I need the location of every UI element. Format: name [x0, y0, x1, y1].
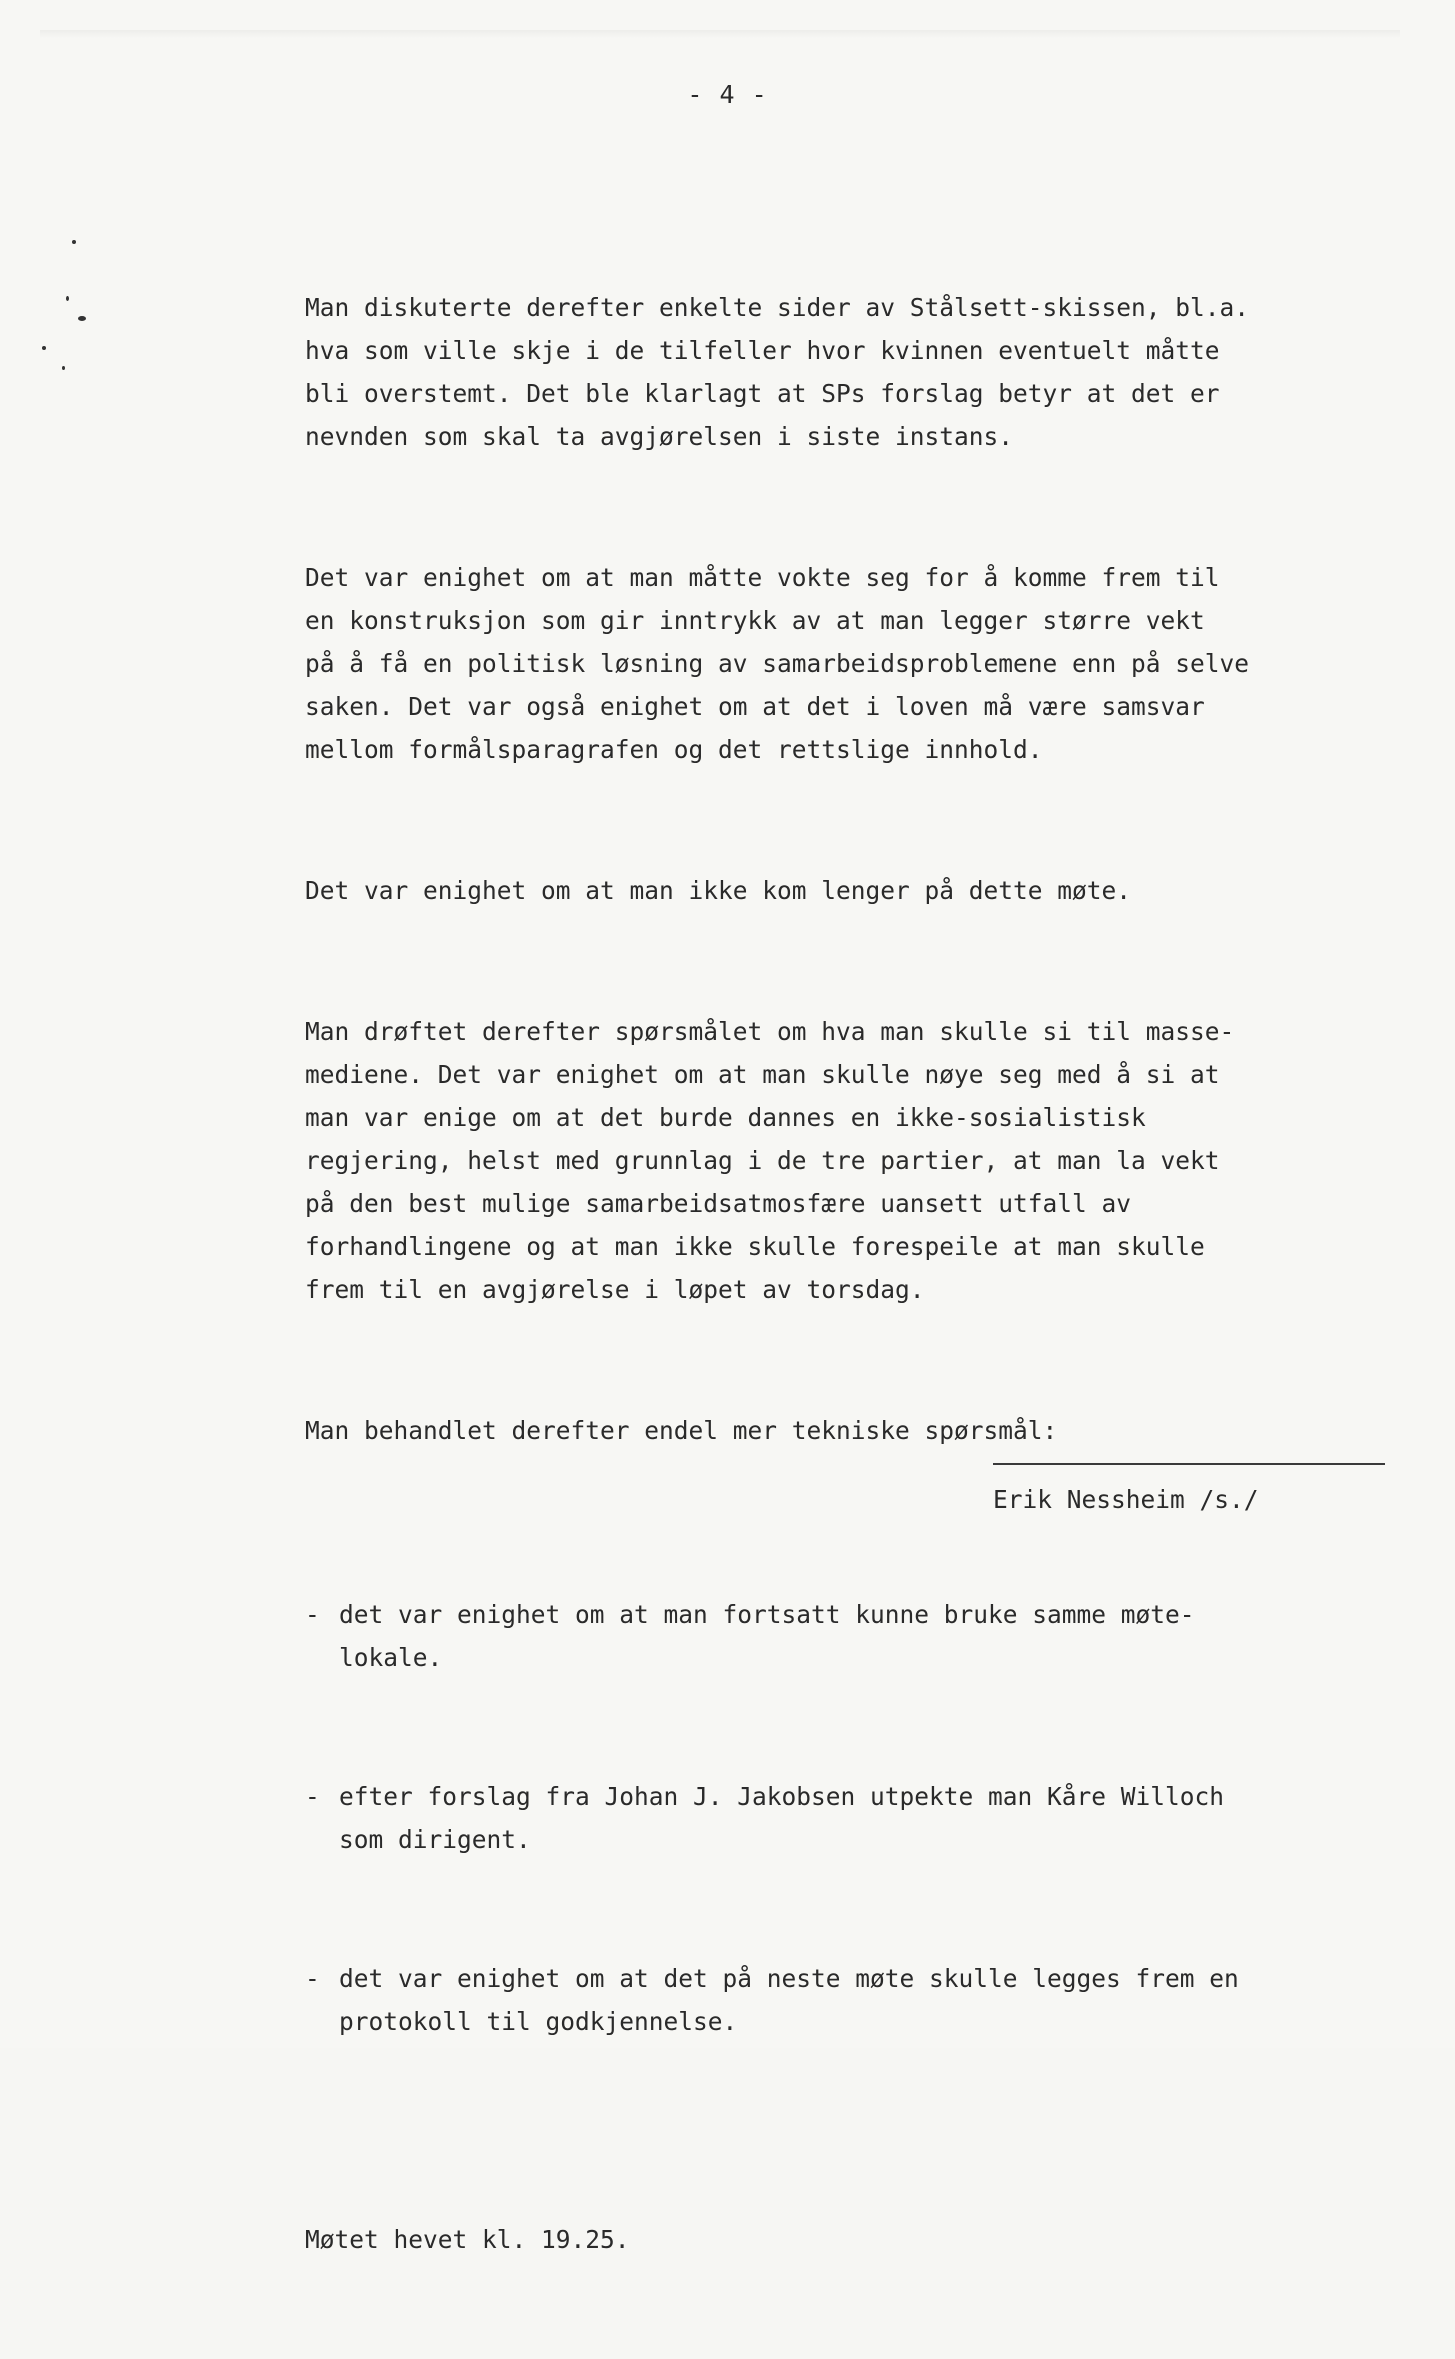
- scan-top-edge: [40, 30, 1400, 38]
- paragraph: Det var enighet om at man måtte vokte seg for å komme frem til en konstruksjon som gir inntrykk av at man legger større vekt på å få en politisk løsning av samarbeidsproblemene enn på selve saken. Det var også enighet om at det i loven må være samsvar mellom formålsparagrafen og det rettslige innhold.: [305, 563, 1250, 764]
- list-item-text: det var enighet om at man fortsatt kunne bruke samme møte- lokale.: [339, 1600, 1195, 1672]
- list-dash: -: [305, 1964, 320, 1993]
- list-item: [305, 1775, 1415, 1861]
- scan-speck: [42, 346, 46, 350]
- list-item: [305, 1957, 1415, 2043]
- signature-line: [993, 1463, 1385, 1465]
- list-item-text: det var enighet om at det på neste møte skulle legges frem en protokoll til godkjennelse.: [339, 1964, 1239, 2036]
- signature: Erik Nessheim /s./: [993, 1485, 1259, 1514]
- list-dash: -: [305, 1600, 320, 1629]
- scan-speck: [66, 296, 69, 301]
- scan-speck: [72, 240, 76, 244]
- scan-speck: [62, 366, 65, 370]
- document-body: [305, 200, 1415, 2359]
- paragraph: Det var enighet om at man ikke kom lenger på dette møte.: [305, 876, 1132, 905]
- paragraph: Man behandlet derefter endel mer tekniske spørsmål:: [305, 1416, 1058, 1445]
- page-number: - 4 -: [687, 80, 768, 109]
- list-item-text: efter forslag fra Johan J. Jakobsen utpekte man Kåre Willoch som dirigent.: [339, 1782, 1225, 1854]
- paragraph: Man drøftet derefter spørsmålet om hva man skulle si til masse- mediene. Det var enighet om at man skulle nøye seg med å si at man var enige om at det burde dannes en ikke-sosialistisk regjering, helst med grunnlag i de tre partier, at man la vekt på den best mulige samarbeidsatmosfære uansett utfall av forhandlingene og at man ikke skulle forespeile at man skulle frem til en avgjørelse i løpet av torsdag.: [305, 1017, 1235, 1304]
- list-item: [305, 1593, 1415, 1679]
- paragraph: Man diskuterte derefter enkelte sider av Stålsett-skissen, bl.a. hva som ville skje i de tilfeller hvor kvinnen eventuelt måtte bli overstemt. Det ble klarlagt at SPs forslag betyr at det er nevnden som skal ta avgjørelsen i siste instans.: [305, 293, 1250, 451]
- closing-line: Møtet hevet kl. 19.25.: [305, 2225, 630, 2254]
- scan-speck: [78, 316, 86, 321]
- list-dash: -: [305, 1782, 320, 1811]
